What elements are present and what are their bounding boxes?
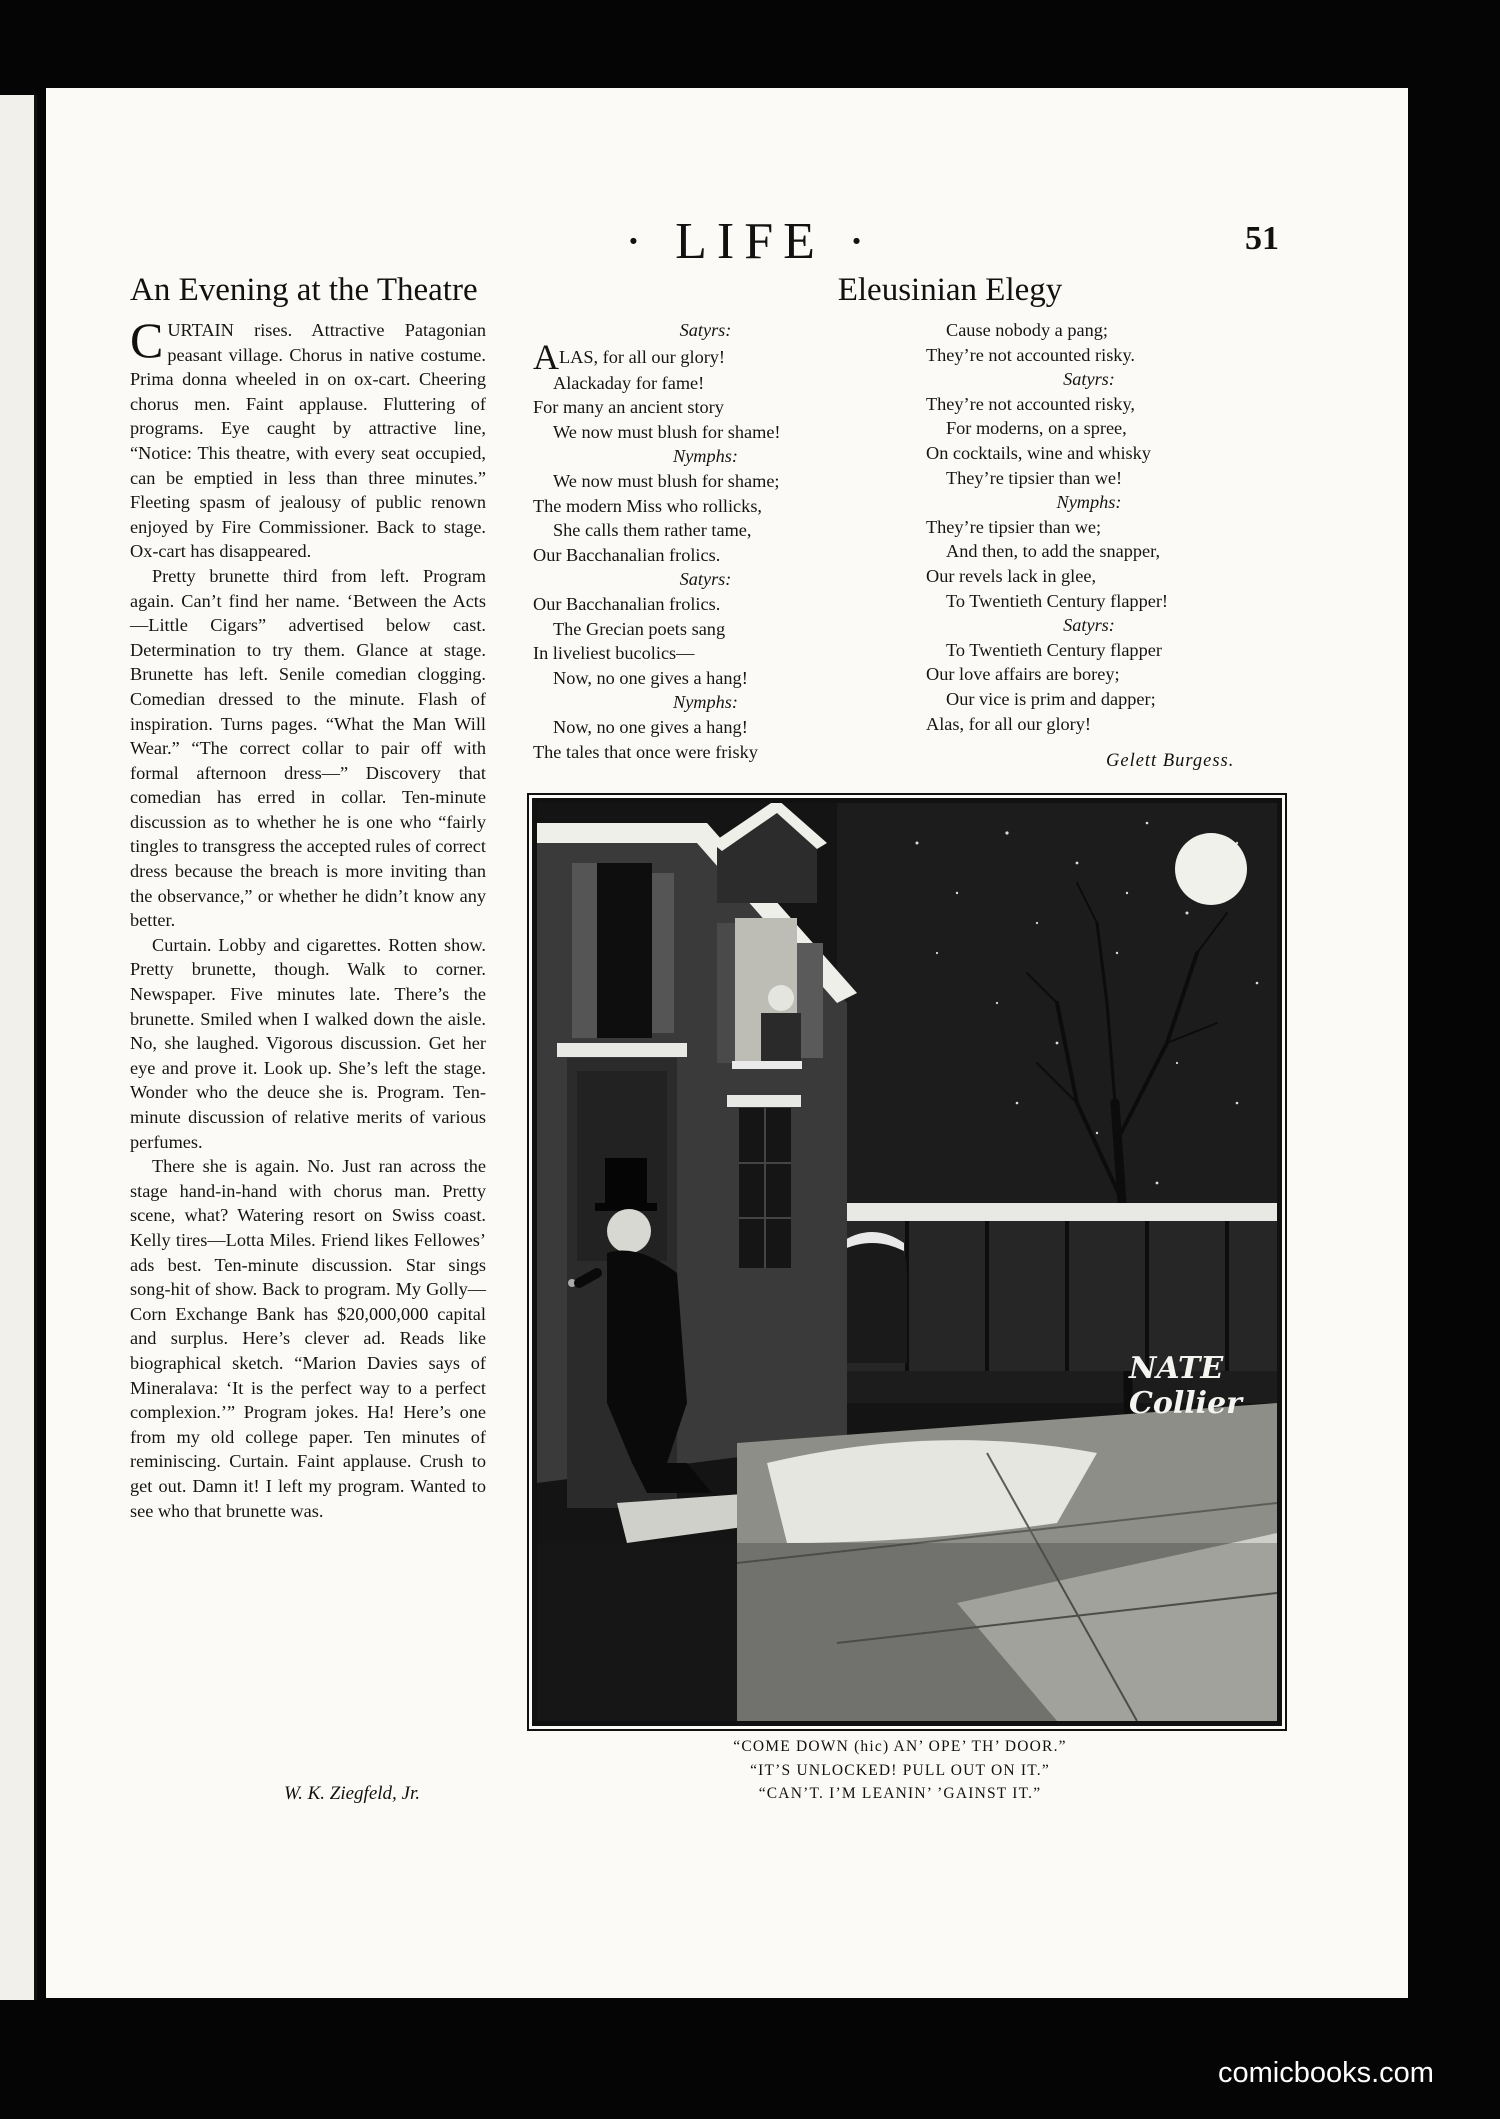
poem-line: Our Bacchanalian frolics. <box>533 544 721 565</box>
cartoon-caption <box>600 1735 1200 1806</box>
article-paragraph: CURTAIN rises. Attractive Patagonian peasant village. Chorus in native costume. Prima donna wheeled in on ox-cart. Cheering chorus men. Faint applause. Fluttering of programs. Eye caught by attractive line, “Notice: This theatre, with every seat occupied, can be emptied in less than three minutes.” Fleeting spasm of jealousy of public renown enjoyed by Fire Commissioner. Back to stage. Ox-cart has disappeared. <box>130 312 486 562</box>
poem-line: For moderns, on a spree, <box>946 418 1127 439</box>
poem-speaker: Satyrs: <box>1063 369 1115 390</box>
poem-speaker: Nymphs: <box>673 692 738 713</box>
poem-speaker: Nymphs: <box>673 446 738 467</box>
poem-line: In liveliest bucolics— <box>533 643 695 664</box>
poem-line: The modern Miss who rollicks, <box>533 495 762 516</box>
article-paragraph: There she is again. No. Just ran across the stage hand-in-hand with chorus man. Pretty scene, what? Watering resort on Swiss coast. Kelly tires—Lotta Miles. Friend likes Fellowes’ ads best. Ten-minute discussion. Star sings song-hit of show. Back to program. My Golly—Corn Exchange Bank has $20,000,000 capital and surplus. Here’s clever ad. Reads like biographical sketch. “Marion Davies says of Mineralava: ‘It is the perfect way to a perfect complexion.’” Program jokes. Ha! Here’s one from my old college paper. Ten minutes of reminiscing. Curtain. Faint applause. Crush to get out. Damn it! I left my program. Wanted to see who that brunette was. <box>130 1156 486 1521</box>
drop-cap: C <box>130 312 164 368</box>
article-title: An Evening at the Theatre <box>130 272 478 308</box>
cartoon-illustration <box>532 798 1282 1726</box>
poem-line: Cause nobody a pang; <box>946 320 1108 340</box>
article-paragraph: Curtain. Lobby and cigarettes. Rotten show. Pretty brunette, though. Walk to corner. Newspaper. Five minutes late. There’s the brunette. Smiled when I walked down the aisle. No, she laughed. Vigorous discussion. Get her eye and prove it. Look up. She’s left the stage. Wonder who the deuce she is. Program. Ten-minute discussion of relative merits of various perfumes. <box>130 934 486 1152</box>
masthead: · LIFE · <box>624 213 876 270</box>
poem-column-left <box>533 318 878 764</box>
poem-line: ALAS, for all our glory! <box>533 336 726 377</box>
poem-line: They’re not accounted risky. <box>926 344 1135 365</box>
caption-line: “COME DOWN (hic) AN’ OPE’ TH’ DOOR.” <box>733 1738 1067 1755</box>
poem-speaker: Nymphs: <box>1056 492 1122 513</box>
article-paragraph: Pretty brunette third from left. Program again. Can’t find her name. ‘Between the Acts—Little Cigars” advertised below cast. Determination to try them. Glance at stage. Brunette has left. Senile comedian clogging. Comedian dressed to the minute. Flash of inspiration. Turns pages. “What the Man Will Wear.” “The correct collar to pair off with formal afternoon dress—” Discovery that comedian has erred in collar. Ten-minute discussion as to whether he is one who “fairly tingles to transgress the accepted rules of correct dress because the breach is more inviting than the observance,” or whether he didn’t know any better. <box>130 565 486 931</box>
poem-line: They’re tipsier than we; <box>926 516 1102 537</box>
poem-line: We now must blush for shame! <box>553 421 781 442</box>
poem-line: She calls them rather tame, <box>553 520 752 541</box>
barrel <box>837 1233 907 1363</box>
poem-line: The Grecian poets sang <box>553 618 726 639</box>
moon <box>1175 833 1247 905</box>
poem-line: They’re not accounted risky, <box>926 393 1135 414</box>
article-author: W. K. Ziegfeld, Jr. <box>284 1783 420 1804</box>
poem-line: On cocktails, wine and whisky <box>926 442 1151 463</box>
poem-drop-letter: A <box>533 336 559 377</box>
woman-at-window <box>768 985 794 1011</box>
poem-line: Our Bacchanalian frolics. <box>533 593 721 614</box>
previous-page-edge <box>0 95 37 2000</box>
poem-speaker: Satyrs: <box>679 320 732 340</box>
poem-line: To Twentieth Century flapper! <box>946 590 1168 611</box>
caption-line: “IT’S UNLOCKED! PULL OUT ON IT.” <box>750 1761 1050 1779</box>
poem-speaker: Satyrs: <box>1063 615 1115 636</box>
poem-author: Gelett Burgess. <box>1106 751 1235 771</box>
poem-line: The tales that once were frisky <box>533 741 758 762</box>
poem-title: Eleusinian Elegy <box>837 272 1063 308</box>
upper-window <box>597 863 652 1038</box>
watermark: comicbooks.com <box>1218 2057 1434 2089</box>
poem-line: Alas, for all our glory! <box>926 713 1091 734</box>
article-body <box>130 312 486 1523</box>
poem-line: Our revels lack in glee, <box>926 565 1097 586</box>
poem-speaker: Satyrs: <box>679 569 732 590</box>
poem-column-right <box>926 318 1252 736</box>
poem-line: To Twentieth Century flapper <box>946 639 1162 660</box>
artist-signature: NATE Collier <box>1129 1351 1242 1421</box>
poem-line: Our vice is prim and dapper; <box>946 688 1156 709</box>
poem-line: Our love affairs are borey; <box>926 664 1120 685</box>
poem-line: We now must blush for shame; <box>553 470 780 491</box>
poem-line: Alackaday for fame! <box>553 372 705 393</box>
fence <box>847 1221 1277 1371</box>
page-number: 51 <box>1245 220 1279 257</box>
poem-line: For many an ancient story <box>533 397 724 418</box>
caption-line: “CAN’T. I’M LEANIN’ ’GAINST IT.” <box>758 1785 1042 1802</box>
poem-line: Now, no one gives a hang! <box>553 667 748 688</box>
poem-line: They’re tipsier than we! <box>946 467 1123 488</box>
night-street-scene <box>537 803 1277 1721</box>
poem-line: And then, to add the snapper, <box>946 541 1161 562</box>
poem-line: Now, no one gives a hang! <box>553 716 748 737</box>
fence-top-snow <box>847 1203 1277 1221</box>
